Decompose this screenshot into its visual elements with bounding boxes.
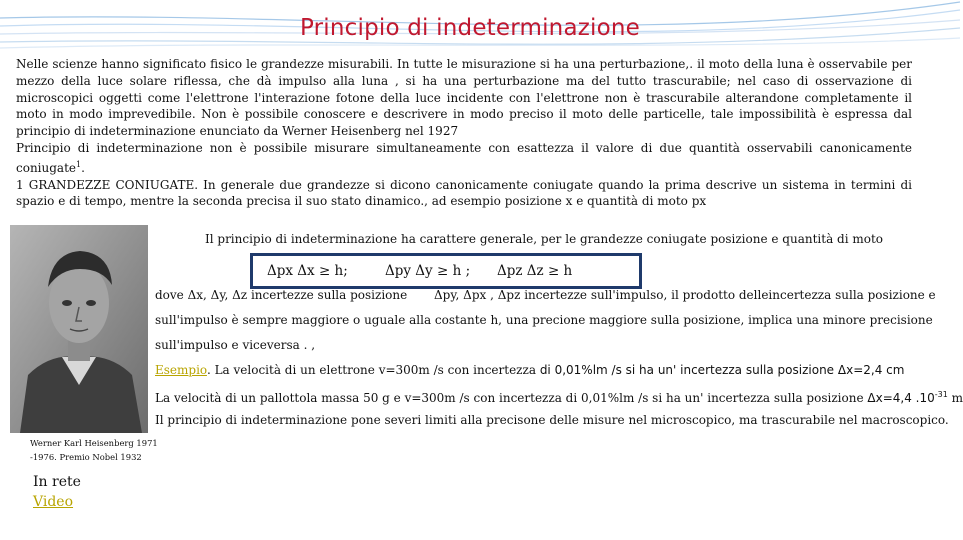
example-2 <box>155 387 963 406</box>
uncertainty-momentum-text: Δpy, Δpx , Δpz incertezze sull'impulso, il prodotto delleincertezza sulla posizione e <box>434 288 936 302</box>
example-1-result: Δx=2,4 cm <box>837 363 905 377</box>
video-link[interactable]: Video <box>33 494 74 510</box>
example-1 <box>155 362 904 378</box>
example-2-text: La velocità di un pallottola massa 50 g e v=300m /s con incertezza di 0,01%lm /s si ha un' incertezza sulla posizione <box>155 391 864 405</box>
example-link[interactable]: Esempio <box>155 363 207 377</box>
formula-z: Δpz Δz ≥ h <box>497 263 573 279</box>
explanation-line: sull'impulso è sempre maggiore o uguale alla costante h, una precione maggiore sulla posizione, implica una minore precisione <box>155 313 933 327</box>
intro-text <box>16 56 912 210</box>
formula-y: Δpy Δy ≥ h ; <box>385 263 471 279</box>
viceversa-line: sull'impulso e viceversa . , <box>155 338 316 352</box>
in-rete-block <box>33 472 81 512</box>
principle-statement: Principio di indeterminazione non è possibile misurare simultaneamente con esattezza il valore di due quantità osservabili canonicamente coniugate <box>16 140 912 175</box>
slide-title: Principio di indeterminazione <box>299 15 641 41</box>
intro-paragraph-1: Nelle scienze hanno significato fisico le grandezze misurabili. In tutte le misurazione si ha una perturbazione,. il moto della luna è osservabile per mezzo della luce solare riflessa, che dà impulso alla luna , si ha una perturbazione ma del tutto trascurabile; nel caso di osservazione di microscopici oggetti come l'elettrone l'interazione fotone della luce incidente con l'elettrone non è trascurabile alterandone completamente il moto in modo imprevedibile. Non è possibile conoscere e descrivere in modo preciso il moto delle particelle, tale impossibilità è espressa dal principio di indeterminazione enunciato da Werner Heisenberg nel 1927 <box>16 57 912 139</box>
example-2-unit: m <box>951 391 963 405</box>
in-rete-label: In rete <box>33 474 81 490</box>
footnote-marker: 1 <box>76 159 82 169</box>
heisenberg-portrait <box>10 225 148 433</box>
closing-statement: Il principio di indeterminazione pone severi limiti alla precisone delle misure nel microscopico, ma trascurabile nel macroscopico. <box>155 413 949 427</box>
photo-caption: Werner Karl Heisenberg 1971 -1976. Premio Nobel 1932 <box>30 438 158 462</box>
principle-statement-end: . <box>81 160 85 175</box>
example-1-text: . La velocità di un elettrone v=300m /s con incertezza <box>206 363 536 377</box>
formula-x: Δpx Δx ≥ h; <box>267 263 348 279</box>
uncertainty-position-text: dove Δx, Δy, Δz incertezze sulla posizione <box>155 288 408 302</box>
formula-box <box>250 253 642 289</box>
example-2-result: Δx=4,4 .10 <box>867 391 935 405</box>
principle-heading: Il principio di indeterminazione ha carattere generale, per le grandezze coniugate posizione e quantità di moto <box>205 232 884 246</box>
example-1-uncertainty: di 0,01%lm /s si ha un' incertezza sulla posizione <box>539 363 835 377</box>
example-2-exponent: -31 <box>934 390 948 399</box>
intro-paragraph-3: 1 GRANDEZZE CONIUGATE. In generale due grandezze si dicono canonicamente coniugate quando la prima descrive un sistema in termini di spazio e di tempo, mentre la seconda precisa il suo stato dinamico., ad esempio posizione x e quantità di moto px <box>16 177 912 209</box>
intro-paragraph-2 <box>16 140 912 177</box>
